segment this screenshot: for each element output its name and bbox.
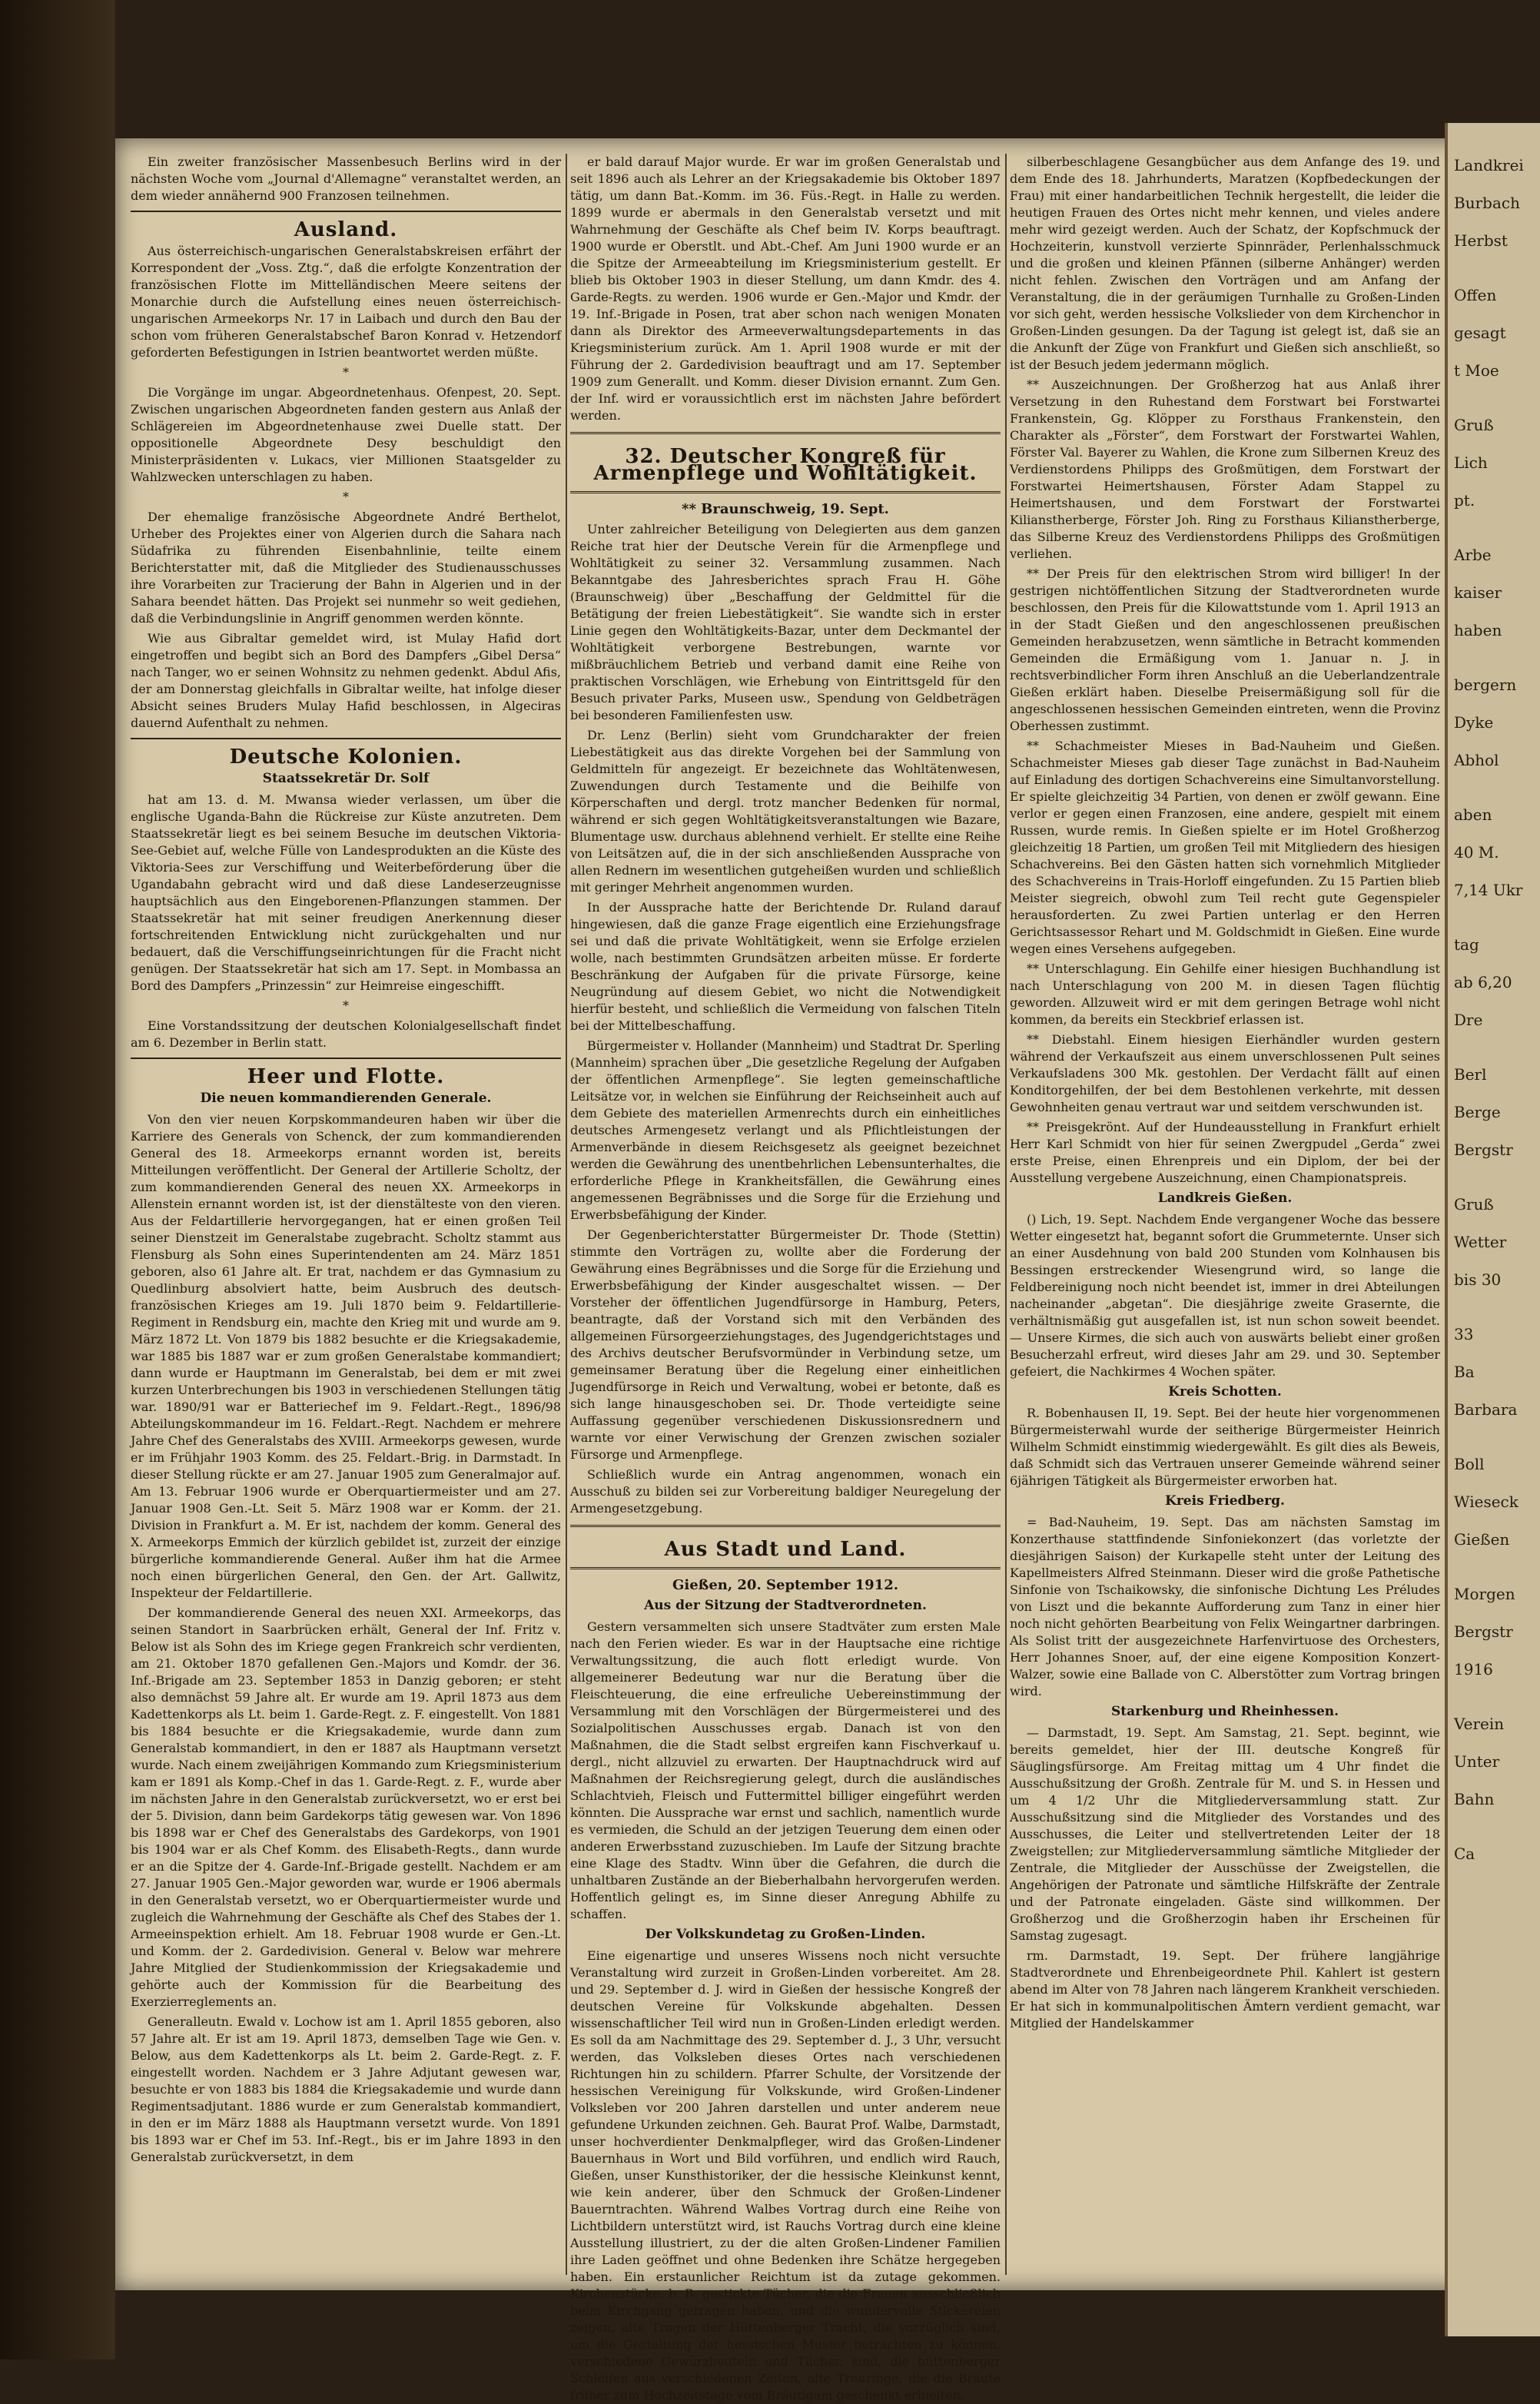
adjacent-page-fragment: Barbara (1454, 1400, 1518, 1419)
article-paragraph: In der Aussprache hatte der Berichtende Dr. Ruland darauf hingewiesen, daß die ganze Frage eigentlich eine Erziehungsfrage sei und daß die private Wohltätigkeit, wenn sie Erfolge erzielen wolle, nach bestimmten Grundsätzen arbeiten müsse. Er forderte Beschränkung der Aufgaben für die private Fürsorge, keine Neugründung auf diesem Gebiet, wo nicht die Notwendigkeit hierfür besteht, und schließlich die Vermeidung von falschen Titeln bei der Mittelbeschaffung. (570, 900, 1001, 1033)
adjacent-page-fragment: Bergstr (1454, 1141, 1513, 1159)
region-heading: Starkenburg und Rheinhessen. (1110, 1704, 1339, 1719)
divider (131, 211, 561, 212)
adjacent-page-fragment: Wetter (1454, 1233, 1507, 1251)
article-paragraph: Eine eigenartige und unseres Wissens noch nicht versuchte Veranstaltung wird zurzeit in Großen-Linden vorbereitet. Am 28. und 29. September d. J. wird in Gießen der hessische Kongreß der deutschen Vereine für Volkskunde abgehalten. Dessen wissenschaftlicher Teil wird nun in Großen-Linden erledigt werden. Es soll da am Nachmittage des 29. September d. J., 3 Uhr, versucht werden, das Volksleben dieses Ortes nach verschiedenen Richtungen hin zu schildern. Pfarrer Schulte, der Vorsitzende der hessischen Vereinigung für Volkskunde, wird Großen-Lindener Volksleben vor 200 Jahren darstellen und unter anderem neue gefundene Urkunden zeichnen. Geh. Baurat Prof. Walbe, Darmstadt, unser hochverdienter Denkmalpfleger, wird das Großen-Lindener Bauernhaus in Wort und Bild vorführen, und endlich wird Rauch, Gießen, unser Kunsthistoriker, der die hessische Kleinkunst kennt, wie kein anderer, über den Schmuck der Großen-Lindener Bauerntrachten. Während Walbes Vortrag durch eine Reihe von Lichtbildern unterstützt wird, ist Rauchs Vortrag durch eine kleine Ausstellung illustriert, zu der die alten Großen-Lindener Familien ihre Laden geöffnet und ohne Bedenken ihre Schätze hergegeben haben. Ein erstaunlicher Reichtum ist da zutage gekommen. Kirchenstücke, b. B. gestickte Tücher, die die Frauen ausschließlich beim Kirchgang getragen haben, und die wundervolle Stickereien zeigen, alte Tragen der Hüttenberger Tracht, die vorzüglich sind, um die Gestaltung der hessischen Muster betrachten zu können, verschiedene Gewürzbeuteln und Tücher, sind, die hüttenberger Schleifen aus verschiedenen Zeiten, alte Treuringe, die die Bräute früher zum Hochzeitstage vom Bräutigam geschenkt erhielten, (570, 1948, 1001, 2402)
dateline: Gießen, 20. September 1912. (672, 1577, 898, 1593)
article-paragraph: rm. Darmstadt, 19. Sept. Der frühere langjährige Stadtverordnete und Ehrenbeigeordnete Phil. Kahlert ist gestern abend im Alter von 78 Jahren nach längerem Krankheit verschieden. Er hat sich in kommunalpolitischen Ämtern verdient gemacht, war Mitglied der Handelskammer (1010, 1948, 1440, 2030)
adjacent-page-fragment: Berge (1454, 1103, 1501, 1121)
stadt-header (570, 1525, 1001, 1569)
adjacent-page-fragment: Arbe (1454, 546, 1492, 564)
adjacent-page-fragment: Burbach (1454, 194, 1520, 212)
article-paragraph: ** Diebstahl. Einem hiesigen Eierhändler wurden gestern während der Verkaufszeit aus einem unverschlossenen Pult seines Verkaufsladens 300 Mk. gestohlen. Der Verdacht fällt auf einen Konditorgehilfen, der bei dem Bestohlenen verkehrte, mit dessen Gewohnheiten genau vertraut war und seitdem verschwunden ist. (1010, 1032, 1440, 1114)
article-paragraph: Schließlich wurde ein Antrag angenommen, wonach ein Ausschuß zu bilden sei zur Vorbereitung baldiger Neuregelung der Armengesetzgebung. (570, 1467, 1001, 1516)
dateline: ** Braunschweig, 19. Sept. (682, 501, 889, 517)
article-paragraph: ** Preisgekrönt. Auf der Hundeausstellung in Frankfurt erhielt Herr Karl Schmidt von hier für seinen Zwergpudel „Gerda“ zwei erste Preise, einen Ehrenpreis und ein Diplom, der bei der Ausstellung vergebene Auszeichnung, einen Championatspreis. (1010, 1120, 1440, 1185)
adjacent-page-fragment: 1916 (1454, 1660, 1493, 1678)
section-subtitle: Aus der Sitzung der Stadtverordneten. (644, 1598, 927, 1613)
article-paragraph: Der Gegenberichterstatter Bürgermeister Dr. Thode (Stettin) stimmte den Vorträgen zu, wollte aber die Forderung der Gewährung eines Begräbnisses und die Sorge für die Erziehung und Erwerbsbefähigung der Kinder ausgeschaltet wissen. — Der Vorsteher der öffentlichen Jugendfürsorge in Hamburg, Peters, beantragte, daß der Vorstand sich mit den Verbänden des allgemeinen Fürsorgeerziehungstages, des Jugendgerichtstages und des Archivs deutscher Berufsvormünder in Verbindung setze, um gemeinsamer Beratung über die Regelung einer einheitlichen Jugendfürsorge in Reich und Verwaltung, wobei er betonte, daß es sich lange hinausgeschoben sei. Dr. Thode verteidigte seine Auffassung gegenüber verschiedenen Diskussionsrednern und warnte vor einer Verwischung der Grenzen zwischen sozialer Fürsorge und Armenpflege. (570, 1227, 1001, 1462)
adjacent-page-fragment: Lich (1454, 453, 1488, 472)
section-title-kolonien: Deutsche Kolonien. (229, 745, 463, 769)
adjacent-page-fragment: Ba (1454, 1363, 1475, 1381)
adjacent-page-fragment: Bahn (1454, 1790, 1495, 1808)
region-heading: Landkreis Gießen. (1157, 1190, 1293, 1206)
article-paragraph: Der ehemalige französische Abgeordnete André Berthelot, Urheber des Projektes einer von Algerien durch die Sahara nach Südafrika zu führenden Eisenbahnlinie, teilte einem Berichterstatter mit, daß die Mitglieder des Studienausschusses ihre Vorarbeiten zur Tracierung der Bahn in Algerien und in der Sahara beendet hätten. Das Projekt sei nunmehr so weit gediehen, daß die Verbindungslinie in Angriff genommen werden könnte. (131, 510, 561, 626)
adjacent-page-fragment: tag (1454, 935, 1479, 954)
section-subtitle: Die neuen kommandierenden Generale. (200, 1091, 492, 1106)
adjacent-page-fragment: ab 6,20 (1454, 973, 1512, 991)
adjacent-page-fragment: bergern (1454, 676, 1517, 694)
article-paragraph: Unter zahlreicher Beteiligung von Delegierten aus dem ganzen Reiche trat hier der Deutsche Verein für die Armenpflege und Wohltätigkeit zu seiner 32. Versammlung zusammen. Nach Bekanntgabe des Jahresberichtes sprach Frau H. Göhe (Braunschweig) über „Beschaffung der Geldmittel für die Betätigung der freien Liebestätigkeit“. Sie wandte sich in erster Linie gegen den Wohltätigkeits-Bazar, unter dem Deckmantel der Wohltätigkeit verborgene Bestrebungen, warnte vor mißbräuchlichem Betrieb und verband damit eine Reihe von praktischen Vorschlägen, wie Erhebung von Eintrittsgeld für den Besuch privater Parks, Museen usw., Spendung von Geldbeträgen bei besonderen Familienfesten usw. (570, 522, 1001, 722)
adjacent-page-fragment: aben (1454, 805, 1492, 824)
adjacent-page-fragment: bis 30 (1454, 1270, 1502, 1289)
adjacent-page-fragment: 33 (1454, 1325, 1474, 1343)
adjacent-page-fragment: Gruß (1454, 1195, 1494, 1214)
adjacent-page-fragment: Unter (1454, 1752, 1500, 1771)
article-paragraph: Eine Vorstandssitzung der deutschen Kolonialgesellschaft findet am 6. Dezember in Berlin statt. (131, 1018, 561, 1050)
section-title-heer: Heer und Flotte. (247, 1065, 445, 1088)
adjacent-page-fragment: Boll (1454, 1455, 1485, 1473)
article-paragraph: ** Unterschlagung. Ein Gehilfe einer hiesigen Buchhandlung ist nach Unterschlagung von 200 M. in diesen Tagen flüchtig geworden. Allzuweit wird er mit dem geringen Betrage wohl nicht kommen, da bereits ein Steckbrief erlassen ist. (1010, 961, 1440, 1027)
article-paragraph: — Darmstadt, 19. Sept. Am Samstag, 21. Sept. beginnt, wie bereits gemeldet, hier der III. deutsche Kongreß für Säuglingsfürsorge. Am Freitag mittag um 4 Uhr findet die Ausschußsitzung der Großh. Zentrale für M. und S. in Hessen und um 4 1/2 Uhr die Mitgliederversammlung statt. Zur Ausschußsitzung sind die Mitglieder des Vorstandes und des Ausschusses, die Leiter und stellvertretenden Leiter der 18 Zweigstellen; zur Mitgliederversammlung sämtliche Mitglieder der Zentrale, die Mitglieder der Ausschüsse der Zweigstellen, die Angehörigen der Patronate und sämtliche Hilfskräfte der Zentrale und der Patronate eingeladen. Gäste sind willkommen. Der Großherzog und die Großherzogin haben ihr Erscheinen für Samstag zugesagt. (1010, 1725, 1440, 1943)
intro-paragraph: Ein zweiter französischer Massenbesuch Berlins wird in der nächsten Woche vom „Journal d'Allemagne“ veranstaltet werden, an dem wieder annähernd 900 Franzosen teilnehmen. (131, 154, 561, 203)
article-paragraph: silberbeschlagene Gesangbücher aus dem Anfange des 19. und dem Ende des 18. Jahrhunderts, Maratzen (Kopfbedeckungen der Frau) mit einer handarbeitlichen Technik hergestellt, die leider die heutigen Frauen des Ortes nicht mehr kennen, und vieles andere mehr wird gezeigt werden. Auch der Schatz, der Kopfschmuck der Hochzeiterin, kunstvoll verzierte Spinnräder, Perlenhalsschmuck und die großen und kleinen Pfännen (silberne Anhänger) werden nicht fehlen. Zwischen den Vorträgen und am Anfang der Veranstaltung, die in der geräumigen Turnhalle zu Großen-Linden vor sich geht, werden hessische Volkslieder von dem Kirchenchor in Großen-Linden gesungen. Da der Tagung ist gelegt ist, daß sie an die Ankunft der Züge von Frankfurt und Gießen sich anschließt, so ist der Besuch jedem jedermann möglich. (1010, 154, 1440, 372)
adjacent-page-fragment: kaiser (1454, 583, 1502, 602)
section-subtitle: Der Volkskundetag zu Großen-Linden. (645, 1927, 926, 1942)
column-rule-2 (1005, 154, 1007, 2275)
kongress-header (570, 432, 1001, 493)
adjacent-page-strip (1445, 123, 1540, 2336)
adjacent-page-fragment: Gruß (1454, 416, 1494, 434)
article-paragraph: ** Schachmeister Mieses in Bad-Nauheim und Gießen. Schachmeister Mieses gab dieser Tage zunächst in Bad-Nauheim auf Einladung des dortigen Schachvereins eine Simultanvorstellung. Er spielte gleichzeitig 34 Partien, von denen er zwölf gewann. Eine verlor er gegen einen Franzosen, eine andere, gespielt mit einem Russen, wurde remis. In Gießen spielte er im Hotel Großherzog gleichzeitig 18 Partien, um großen Teil mit Mitgliedern des hiesigen Schachvereins. Bei den Gästen hatten sich vornehmlich Mitglieder des Schachvereins in Trais-Horloff eingefunden. Zu 15 Partien blieb Meister siegreich, obwohl zum Teil recht gute Gegenspieler herausforderten. Zu zwei Partien unterlag er den Herren Gerichtsassessor Rehart und M. Goldschmidt in Gießen. Eine wurde wegen eines Versehens aufgegeben. (1010, 739, 1440, 956)
article-paragraph: () Lich, 19. Sept. Nachdem Ende vergangener Woche das bessere Wetter eingesetzt hat, begannt sofort die Grummeternte. Unser sich an einer Ausdehnung von bald 200 Stunden vom Kolnhausen bis Bessingen erstreckender Wiesengrund wird, so lange die Feldbereinigung noch nicht beendet ist, immer in drei Abteilungen nacheinander „abgetan“. Die diesjährige zweite Grasernte, die verhältnismäßig gut ausgefallen ist, ist nun schon soweit beendet. — Unsere Kirmes, die sich auch von auswärts beliebt einer großen Besucherzahl erfreut, wird dieses Jahr am 29. und 30. September gefeiert, die Nachkirmes 4 Wochen später. (1010, 1212, 1440, 1379)
adjacent-page-fragment: Abhol (1454, 751, 1499, 769)
section-title-ausland: Ausland. (294, 218, 398, 241)
adjacent-page-fragment: Bergstr (1454, 1622, 1513, 1641)
region-heading: Kreis Friedberg. (1165, 1493, 1285, 1509)
adjacent-page-fragment: Dyke (1454, 713, 1494, 732)
adjacent-page-fragment: Morgen (1454, 1585, 1515, 1603)
adjacent-page-fragment: Landkrei (1454, 156, 1524, 174)
adjacent-page-fragment: Verein (1454, 1715, 1505, 1733)
binding-gutter (0, 0, 115, 2359)
region-heading: Kreis Schotten. (1168, 1384, 1282, 1400)
section-title-stadt: Aus Stadt und Land. (664, 1538, 907, 1561)
article-paragraph: Die Vorgänge im ungar. Abgeordnetenhaus. Ofenpest, 20. Sept. Zwischen ungarischen Abgeordneten fanden gestern aus Anlaß der Schlägereien im Abgeordnetenhause zwei Duelle statt. Der oppositionelle Abgeordnete Desy beschuldigt den Ministerpräsidenten v. Lukacs, vier Millionen Staatsgelder zu Wahlzwecken unterschlagen zu haben. (131, 385, 561, 484)
article-paragraph: Von den vier neuen Korpskommandeuren haben wir über die Karriere des Generals von Schenck, der zum kommandierenden General des 18. Armeekorps ernannt worden ist, bereits Mitteilungen veröffentlicht. Der General der Artillerie Scholtz, der zum kommandierenden General des neuen XX. Armeekorps in Allenstein ernannt worden ist, ist der dienstälteste von den vieren. Aus der Feldartillerie hervorgegangen, hat er einen großen Teil seiner Dienstzeit im Generalstabe zugebracht. Scholtz stammt aus Flensburg als Sohn eines Superintendenten am 24. März 1851 geboren, also 61 Jahre alt. Er trat, nachdem er das Gymnasium zu Quedlinburg absolviert hatte, beim Ausbruch des deutsch-französischen Krieges am 19. Juli 1870 beim 9. Feldartillerie-Regiment in Rendsburg ein, machte den Krieg mit und wurde am 9. März 1872 Lt. Von 1879 bis 1882 besuchte er die Kriegsakademie, war 1885 bis 1887 war er zum großen Generalstabe kommandiert; dann wurde er Hauptmann im Generalstab, bei dem er mit zwei kurzen Unterbrechungen bis 1903 in verschiedenen Stellungen tätig war. 1890/91 war er Batteriechef im 9. Feldart.-Regt., 1896/98 Abteilungskommandeur im 16. Feldart.-Regt. Nachdem er mehrere Jahre Chef des Generalstabs des XVIII. Armeekorps gewesen, wurde er im Frühjahr 1903 Komm. des 25. Feldart.-Brig. in Darmstadt. In dieser Stellung rückte er am 27. Januar 1905 zum Generalmajor auf. Am 13. Februar 1906 wurde er Oberquartiermeister und am 27. Januar 1908 Gen.-Lt. Seit 5. März 1908 war er Komm. der 21. Division in Frankfurt a. M. Er ist, nachdem der komm. General des X. Armeekorps Emmich der kürzlich gebildet ist, zurzeit der einzige bürgerliche kommandierende General. Außer ihm hat die Armee noch einen bürgerlichen General, den Gen. der Art. Gallwitz, Inspekteur der Feldartillerie. (131, 1112, 561, 1600)
adjacent-page-fragment: gesagt (1454, 324, 1506, 342)
adjacent-page-fragment: Offen (1454, 286, 1497, 304)
column-3 (1010, 154, 1440, 2275)
article-paragraph: Wie aus Gibraltar gemeldet wird, ist Mulay Hafid dort eingetroffen und begibt sich an Bord des Dampfers „Gibel Dersa“ nach Tanger, wo er seinen Wohnsitz zu nehmen gedenkt. Abdul Afis, der am Donnerstag gleichfalls in Gibraltar weilte, hat infolge dieser Absicht seines Bruders Mulay Hafid beschlossen, in Algeciras dauernd Aufenthalt zu nehmen. (131, 631, 561, 730)
article-paragraph: hat am 13. d. M. Mwansa wieder verlassen, um über die englische Uganda-Bahn die Rückreise zur Küste anzutreten. Dem Staatssekretär liegt es bei seinem Besuche im deutschen Viktoria-See-Gebiet auf, welche Fülle von Landesprodukten an die Küste des Viktoria-Sees zur Verschiffung und Weiterbeförderung über die Ugandabahn gebracht wird und daß diese Landeserzeugnisse hauptsächlich aus den Eingeborenen-Pflanzungen stammen. Der Staatssekretär hat mit seiner freudigen Anerkennung dieser fortschreitenden Entwicklung nicht zurückgehalten und nur bedauert, daß die Verschiffungseinrichtungen für die Fracht nicht genügen. Der Staatssekretär hat sich am 17. Sept. in Mombassa an Bord des Dampfers „Prinzessin“ zur Heimreise eingeschifft. (131, 792, 561, 993)
separator-star: * (343, 490, 349, 504)
adjacent-page-fragment: pt. (1454, 491, 1475, 510)
article-paragraph: Bürgermeister v. Hollander (Mannheim) und Stadtrat Dr. Sperling (Mannheim) sprachen über „Die gesetzliche Regelung der Aufgaben der öffentlichen Armenpflege“. Sie legten gemeinschaftliche Leitsätze vor, in welchen sie Einführung der Reichseinheit auch auf dem Gebiete des materiellen Armenrechts durch ein einheitliches deutsches Armengesetz verlangt und als Pflichtleistungen der Armenverbände in diesem Reichsgesetz als geeignet bezeichnet werden die Gewährung des unentbehrlichen Lebensunterhaltes, die erforderliche Pflege in Krankheitsfällen, die Gewährung eines angemessenen Begräbnisses und die Sorge für die Erziehung und Erwerbsbefähigung der Kinder. (570, 1038, 1001, 1222)
adjacent-page-fragment: t Moe (1454, 361, 1499, 380)
article-paragraph: Aus österreichisch-ungarischen Generalstabskreisen erfährt der Korrespondent der „Voss. Ztg.“, daß die erfolgte Konzentration der französischen Flotte im Mittelländischen Meere seitens der Monarchie durch die Aufstellung eines neuen österreichisch-ungarischen Armeekorps Nr. 17 in Laibach und durch den Bau der schon vom früheren Generalstabschef Baron Konrad v. Hetzendorf geforderten Befestigungen in Istrien beantwortet werden müßte. (131, 244, 561, 360)
adjacent-page-fragment: Gießen (1454, 1530, 1510, 1549)
divider (131, 1058, 561, 1059)
article-paragraph: = Bad-Nauheim, 19. Sept. Das am nächsten Samstag im Konzerthause stattfindende Sinfoniekonzert (das vorletzte der diesjährigen Saison) der Kurkapelle steht unter der Leitung des Kapellmeisters Alfred Steinmann. Dieser wird die große Pathetische Sinfonie von Tschaikowsky, die sinfonische Dichtung Les Préludes von Liszt und die bekannte Aufforderung zum Tanz in einer hier noch nicht gehörten Bearbeitung von Felix Weingartner darbringen. Als Solist tritt der ausgezeichnete Harfenvirtuose des Orchesters, Herr Johannes Snoer, auf, der eine eigene Komposition Konzert-Walzer, sowie eine Ballade von C. Alberstötter zum Vortrag bringen wird. (1010, 1515, 1440, 1698)
column-2 (570, 154, 1001, 2402)
column-rule-1 (566, 154, 567, 2275)
separator-star: * (343, 998, 349, 1013)
article-paragraph: Gestern versammelten sich unsere Stadtväter zum ersten Male nach den Ferien wieder. Es war in der Hauptsache eine richtige Verwaltungssitzung, die auch flott erledigt wurde. Von allgemeinerer Bedeutung war nur die Beratung über die Fleischteuerung, die eine erfreuliche Uebereinstimmung der Versammlung mit den Vorschlägen der Bürgermeisterei und des Sozialpolitischen Ausschusses ergab. Danach ist von den Maßnahmen, die die Stadt selbst ergreifen kann Fischverkauf u. dergl., nicht allzuviel zu erwarten. Der Hauptnachdruck wird auf Maßnahmen der Reichsregierung gelegt, durch die ausländisches Schlachtvieh, Fleisch und Futtermittel billiger eingeführt werden könnten. Die Aussprache war ernst und sachlich, namentlich wurde es vermieden, die Schuld an der jetzigen Teuerung dem einen oder anderen Erwerbsstand zuzuschieben. Im Laufe der Sitzung brachte eine Klage des Stadtv. Winn über die Gefahren, die durch die unhaltbaren Zustände an der Bieberhalbahn hervorgerufen werden. Hoffentlich gelingt es, im Sinne dieser Anregung Abhilfe zu schaffen. (570, 1619, 1001, 1921)
separator-star: * (343, 365, 349, 380)
adjacent-page-fragment: Herbst (1454, 231, 1508, 250)
adjacent-page-fragment: Ca (1454, 1845, 1475, 1863)
article-paragraph: Der kommandierende General des neuen XXI. Armeekorps, das seinen Standort in Saarbrücken erhält, General der Inf. Fritz v. Below ist als Sohn des im Kriege gegen Frankreich schr verdienten, am 21. Oktober 1870 gefallenen Gen.-Majors und Komdr. der 36. Inf.-Brigade am 23. September 1853 in Danzig geboren; er steht also demnächst 59 Jahre alt. Er wurde am 19. April 1873 aus dem Kadettenkorps als Lt. beim 1. Garde-Regt. z. F. eingestellt. Von 1881 bis 1884 besuchte er die Kriegsakademie, wurde dann zum Generalstab kommandiert, in den er 1887 als Hauptmann versetzt wurde. Nach einem zweijährigen Kommando zum Kriegsministerium kam er 1891 als Komp.-Chef in das 1. Garde-Regt. z. F., wurde aber im nächsten Jahre in den Generalstab zurückversetzt, wo er erst bei der 5. Division, dann beim Gardekorps tätig gewesen war. Von 1896 bis 1898 war er Chef des Generalstabs des Gardekorps, von 1901 bis 1904 war er als Chef Komm. des Elisabeth-Regts., dann wurde er an die Spitze der 4. Garde-Inf.-Brigade gestellt. Nachdem er am 27. Januar 1905 Gen.-Major geworden war, wurde er 1906 abermals in den Generalstab versetzt, wo er Oberquartiermeister wurde und zugleich die Wahrnehmung der Geschäfte als Chef des Stabes der 1. Armeeinspektion erhielt. Am 18. Februar 1908 wurde er Gen.-Lt. und Komm. der 2. Gardedivision. General v. Below war mehrere Jahre Mitglied der Studienkommission der Kriegsakademie und gehörte auch der Kommission für die Bearbeitung des Exerzierreglements an. (131, 1605, 561, 2009)
adjacent-page-fragment: 40 M. (1454, 843, 1499, 862)
column-1 (131, 154, 561, 2275)
article-paragraph: er bald darauf Major wurde. Er war im großen Generalstab und seit 1896 auch als Lehrer an der Kriegsakademie bis Oktober 1897 tätig, um dann Bat.-Komm. im 36. Füs.-Regt. in Halle zu werden. 1899 wurde er abermals in den Generalstab versetzt und mit Wahrnehmung der Geschäfte als Chef beim IV. Korps beauftragt. 1900 wurde er Oberstlt. und Abt.-Chef. Am Juni 1900 wurde er an die Spitze der Armeeabteilung im Kriegsministerium gestellt. Er blieb bis Oktober 1903 in dieser Stellung, um dann Kmdr. des 4. Garde-Regts. zu werden. 1906 wurde er Gen.-Major und Kmdr. der 19. Inf.-Brigade in Posen, trat aber schon nach wenigen Monaten dann als Direktor des Armeeverwaltungsdepartements in das Kriegsministerium zurück. Am 1. April 1908 wurde er mit der Führung der 2. Gardedivision beauftragt und am 17. September 1909 zum Generallt. und Komm. dieser Division ernannt. Zum Gen. der Inf. wird er voraussichtlich erst im nächsten Jahre befördert werden. (570, 154, 1001, 423)
section-title-kongress: 32. Deutscher Kongreß für Armenpflege und Wohltätigkeit. (593, 445, 977, 485)
article-paragraph: R. Bobenhausen II, 19. Sept. Bei der heute hier vorgenommenen Bürgermeisterwahl wurde der seitherige Bürgermeister Heinrich Wilhelm Schmidt einstimmig wiedergewählt. Es gilt dies als Beweis, daß Schmidt sich das Vertrauen unserer Gemeinde während seiner 6jährigen Tätigkeit als Bürgermeister erworben hat. (1010, 1406, 1440, 1488)
adjacent-page-fragment: haben (1454, 621, 1502, 639)
adjacent-page-fragment: Berl (1454, 1065, 1487, 1084)
article-paragraph: ** Der Preis für den elektrischen Strom wird billiger! In der gestrigen nichtöffentlichen Sitzung der Stadtverordneten wurde beschlossen, den Preis für die Kilowattstunde vom 1. April 1913 an in der Stadt Gießen und den angeschlossenen preußischen Gemeinden herabzusetzen, wenn sämtliche in Betracht kommenden Gemeinden die Ermäßigung vom 1. Januar n. J. in rechtsverbindlicher Form ihren Anschluß an die Ueberlandzentrale Gießen erklärt haben. Dieselbe Preisermäßigung soll für die angeschlossenen hessischen Gemeinden eintreten, wenn die Provinz Oberhessen zustimmt. (1010, 566, 1440, 733)
adjacent-page-fragment: Dre (1454, 1011, 1483, 1029)
divider (131, 738, 561, 739)
article-paragraph: Dr. Lenz (Berlin) sieht vom Grundcharakter der freien Liebestätigkeit aus das direkte Vorgehen bei der Sammlung von Geldmitteln für angezeigt. Er bezeichnete das Wohltätenwesen, Zuwendungen durch Testamente und die Beihilfe von Körperschaften und dergl. trotz mancher Bedenken für normal, während er sich gegen Wohltätigkeitsveranstaltungen wie Bazare, Blumentage usw. durchaus ablehnend verhielt. Er stellte eine Reihe von Leitsätzen auf, die in der sich anschließenden Aussprache von allen Rednern im wesentlichen gutgeheißen wurden und schließlich mit geringer Mehrheit angenommen wurden. (570, 728, 1001, 895)
article-paragraph: ** Auszeichnungen. Der Großherzog hat aus Anlaß ihrer Versetzung in den Ruhestand dem Forstwart bei Forstwartei Frankenstein, Gg. Klöpper zu Forsthaus Frankenstein, den Charakter als „Förster“, dem Forstwart der Forstwartei Wahlen, Förster Val. Bayerer zu Wahlen, die Krone zum Silbernen Kreuz des Verdienstordens Philipps des Großmütigen, dem Forstwart der Forstwartei Heimertshausen, Förster Adam Stappel zu Heimertshausen, und dem Forstwart der Forstwartei Kilianstherberge, Förster Joh. Ring zu Forsthaus Kilianstherberge, das Silberne Kreuz des Verdienstordens Philipps des Großmütigen verliehen. (1010, 377, 1440, 561)
section-subtitle: Staatssekretär Dr. Solf (262, 771, 430, 786)
adjacent-page-fragment: Wieseck (1454, 1493, 1518, 1511)
article-paragraph: Generalleutn. Ewald v. Lochow ist am 1. April 1855 geboren, also 57 Jahre alt. Er ist am 19. April 1873, demselben Tage wie Gen. v. Below, aus dem Kadettenkorps als Lt. beim 2. Garde-Regt. z. F. eingestellt worden. Nachdem er 3 Jahre Adjutant gewesen war, besuchte er von 1883 bis 1884 die Kriegsakademie und wurde dann Regimentsadjutant. 1886 wurde er zum Generalstab kommandiert, in den er im März 1888 als Hauptmann versetzt wurde. Von 1891 bis 1893 war er Chef im 53. Inf.-Regt., bis er im Jahre 1893 in den Generalstab zurückversetzt, in dem (131, 2014, 561, 2164)
adjacent-page-fragment: 7,14 Ukr (1454, 881, 1523, 899)
